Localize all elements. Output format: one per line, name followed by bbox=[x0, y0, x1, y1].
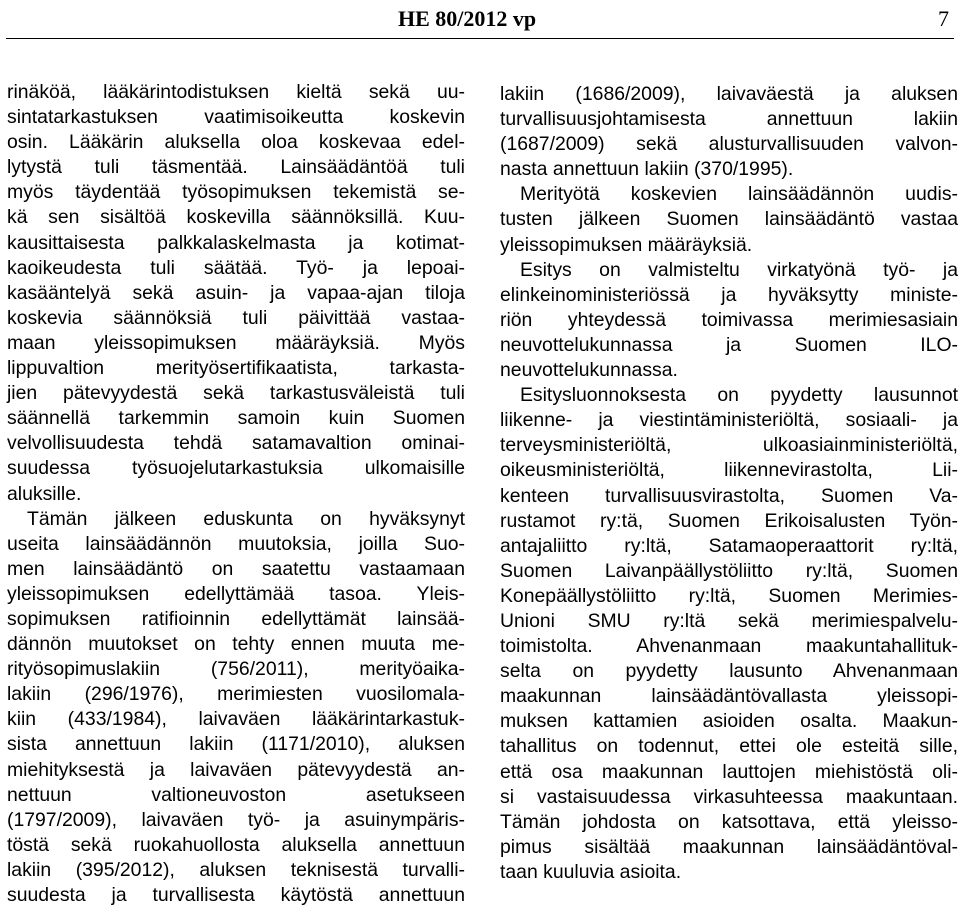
text-line: antajaliitto ry:ltä, Satamaoperaattorit ry:ltä, bbox=[500, 534, 958, 557]
text-line: miehityksestä ja laivaväen pätevyydestä an- bbox=[7, 758, 465, 781]
text-line: riön yhteydessä toimivassa merimiesasiain bbox=[500, 308, 958, 331]
text-line: rinäköä, lääkärintodistuksen kieltä sekä uu- bbox=[7, 81, 465, 103]
text-line: aluksille. bbox=[7, 482, 82, 505]
text-line: lakiin (1686/2009), laivaväestä ja aluksen bbox=[500, 83, 958, 105]
text-line: osin. Lääkärin aluksella oloa koskevaa edel- bbox=[7, 131, 465, 154]
header-rule bbox=[6, 38, 954, 39]
text-line: lytystä tuli täsmentää. Lainsäädäntöä tuli bbox=[7, 156, 465, 179]
left-text-column bbox=[7, 80, 465, 908]
text-line: liikenne- ja viestintäministeriöltä, sosiaali- ja bbox=[500, 409, 958, 432]
text-line: maakunnan lainsäädäntövallasta yleissopi- bbox=[500, 685, 958, 708]
text-line: taan kuuluvia asioita. bbox=[500, 860, 682, 883]
text-line: nasta annettuun lakiin (370/1995). bbox=[500, 158, 794, 181]
text-line: elinkeinoministeriössä ja hyväksytty ministe- bbox=[500, 283, 958, 306]
text-line: tusten jälkeen Suomen lainsäädäntö vastaa bbox=[500, 208, 958, 231]
text-line: Esitysluonnoksesta on pyydetty lausunnot bbox=[520, 384, 958, 407]
text-line: tahallitus on todennut, ettei ole esteitä sille, bbox=[500, 735, 958, 758]
text-line: men lainsäädäntö on saatettu vastaamaan bbox=[7, 557, 465, 580]
text-line: turvallisuusjohtamisesta annettuun lakiin bbox=[500, 108, 958, 131]
text-line: sista annettuun lakiin (1171/2010), aluksen bbox=[7, 733, 465, 756]
text-line: neuvottelukunnassa ja Suomen ILO- bbox=[500, 333, 958, 356]
text-line: oikeusministeriöltä, liikennevirastolta, Lii- bbox=[500, 459, 958, 482]
document-id: HE 80/2012 vp bbox=[398, 6, 537, 31]
page-number: 7 bbox=[938, 6, 949, 31]
text-line: rityösopimuslakiin (756/2011), merityöaika- bbox=[7, 658, 465, 681]
text-line: jien pätevyydestä sekä tarkastusväleistä tuli bbox=[7, 382, 465, 405]
text-line: että osa maakunnan lauttojen miehistöstä oli- bbox=[500, 760, 958, 783]
right-text-column bbox=[500, 82, 958, 885]
text-line: dännön muutokset on tehty ennen muuta me- bbox=[7, 633, 465, 656]
page-header bbox=[0, 2, 960, 36]
text-line: (1797/2009), laivaväen työ- ja asuinympäris- bbox=[7, 808, 465, 831]
text-line: kä sen sisältöä koskevilla säännöksillä. Kuu- bbox=[7, 206, 465, 229]
text-line: koskevia säännöksiä tuli päivittää vastaa- bbox=[7, 306, 465, 329]
text-line: maan yleissopimuksen määräyksiä. Myös bbox=[7, 331, 465, 354]
text-line: si vastaisuudessa virkasuhteessa maakuntaan. bbox=[500, 785, 958, 808]
text-line: lakiin (395/2012), aluksen teknisestä turvalli- bbox=[7, 858, 465, 881]
text-line: terveysministeriöltä, ulkoasiainministeriöltä, bbox=[500, 434, 958, 457]
text-line: rustamot ry:tä, Suomen Erikoisalusten Työn- bbox=[500, 509, 958, 532]
text-line: sopimuksen ratifioinnin edellyttämät lainsää- bbox=[7, 607, 465, 630]
text-line: Konepäällystöliitto ry:ltä, Suomen Merimies- bbox=[500, 584, 958, 607]
text-line: yleissopimuksen edellyttämää tasoa. Yleis- bbox=[7, 582, 465, 605]
text-line: neuvottelukunnassa. bbox=[500, 359, 678, 382]
text-line: Tämän johdosta on katsottava, että yleisso- bbox=[500, 810, 958, 833]
text-line: suudesta ja turvallisesta käytöstä annettuun bbox=[7, 884, 465, 906]
text-line: lakiin (296/1976), merimiesten vuosilomala- bbox=[7, 683, 465, 706]
text-line: Tämän jälkeen eduskunta on hyväksynyt bbox=[27, 507, 465, 530]
text-line: nettuun valtioneuvoston asetukseen bbox=[7, 783, 465, 806]
text-line: Suomen Laivanpäällystöliitto ry:ltä, Suomen bbox=[500, 559, 958, 582]
text-line: suudessa työsuojelutarkastuksia ulkomaisille bbox=[7, 457, 465, 480]
text-line: selta on pyydetty lausunto Ahvenanmaan bbox=[500, 660, 958, 683]
text-line: Unioni SMU ry:ltä sekä merimiespalvelu- bbox=[500, 609, 958, 632]
text-line: sintatarkastuksen vaatimisoikeutta koskevin bbox=[7, 106, 465, 129]
text-line: useita lainsäädännön muutoksia, joilla Suo- bbox=[7, 532, 465, 555]
text-line: kasääntelyä sekä asuin- ja vapaa-ajan tiloja bbox=[7, 281, 465, 304]
text-line: Esitys on valmisteltu virkatyönä työ- ja bbox=[520, 258, 958, 281]
text-line: kaoikeudesta tuli säätää. Työ- ja lepoai- bbox=[7, 256, 465, 279]
text-line: toimistolta. Ahvenanmaan maakuntahallituk- bbox=[500, 635, 958, 658]
text-line: kausittaisesta palkkalaskelmasta ja kotimat- bbox=[7, 231, 465, 254]
text-line: lippuvaltion merityösertifikaatista, tarkasta- bbox=[7, 357, 465, 380]
text-line: kiin (433/1984), laivaväen lääkärintarkastuk- bbox=[7, 708, 465, 731]
text-line: töstä sekä ruokahuollosta aluksella annettuun bbox=[7, 833, 465, 856]
text-line: muksen kattamien asioiden osalta. Maakun- bbox=[500, 710, 958, 733]
text-line: yleissopimuksen määräyksiä. bbox=[500, 233, 753, 256]
text-line: pimus sisältää maakunnan lainsäädäntöval- bbox=[500, 835, 958, 858]
text-line: myös täydentää työsopimuksen tekemistä se- bbox=[7, 181, 465, 204]
text-line: (1687/2009) sekä alusturvallisuuden valvon- bbox=[500, 133, 958, 156]
text-line: kenteen turvallisuusvirastolta, Suomen Va- bbox=[500, 484, 958, 507]
text-line: säännellä tarkemmin samoin kuin Suomen bbox=[7, 407, 465, 430]
text-line: velvollisuudesta tehdä satamavaltion ominai- bbox=[7, 432, 465, 455]
text-line: Merityötä koskevien lainsäädännön uudis- bbox=[520, 183, 958, 206]
